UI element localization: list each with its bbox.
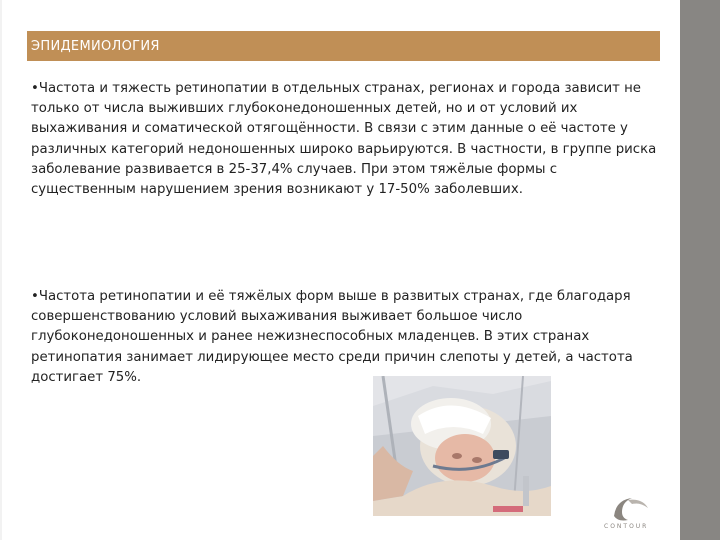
paragraph-epidemiology-2: •Частота ретинопатии и её тяжёлых форм выше в развитых странах, где благодаря совершенствованию условий выхаживания выживает большое число глубоконедоношенных и ранее нежизнеспособных младенцев. В этих странах ретинопатия занимает лидирующее место среди причин слепоты у детей, а частота достигает 75%. bbox=[31, 289, 633, 385]
left-edge-stripe bbox=[0, 0, 2, 540]
right-side-panel bbox=[680, 0, 720, 540]
premature-infant-photo bbox=[373, 376, 551, 516]
svg-text:CONTOUR: CONTOUR bbox=[604, 523, 649, 530]
logo-swoosh-icon bbox=[592, 488, 662, 532]
infant-photo-illustration bbox=[373, 376, 551, 516]
slide-title: ЭПИДЕМИОЛОГИЯ bbox=[31, 38, 160, 54]
title-bar bbox=[27, 31, 660, 61]
contour-logo bbox=[592, 488, 662, 532]
paragraph-epidemiology-1: •Частота и тяжесть ретинопатии в отдельных странах, регионах и города зависит не только от числа выживших глубоконедоношенных детей, но и от условий их выхаживания и соматической отягощённости. В связи с этим данные о её частоте у различных категорий недоношенных широко варьируются. В частности, в группе риска заболевание развивается в 25-37,4% случаев. При этом тяжёлые формы с существенным нарушением зрения возникают у 17-50% заболевших. bbox=[31, 81, 657, 198]
